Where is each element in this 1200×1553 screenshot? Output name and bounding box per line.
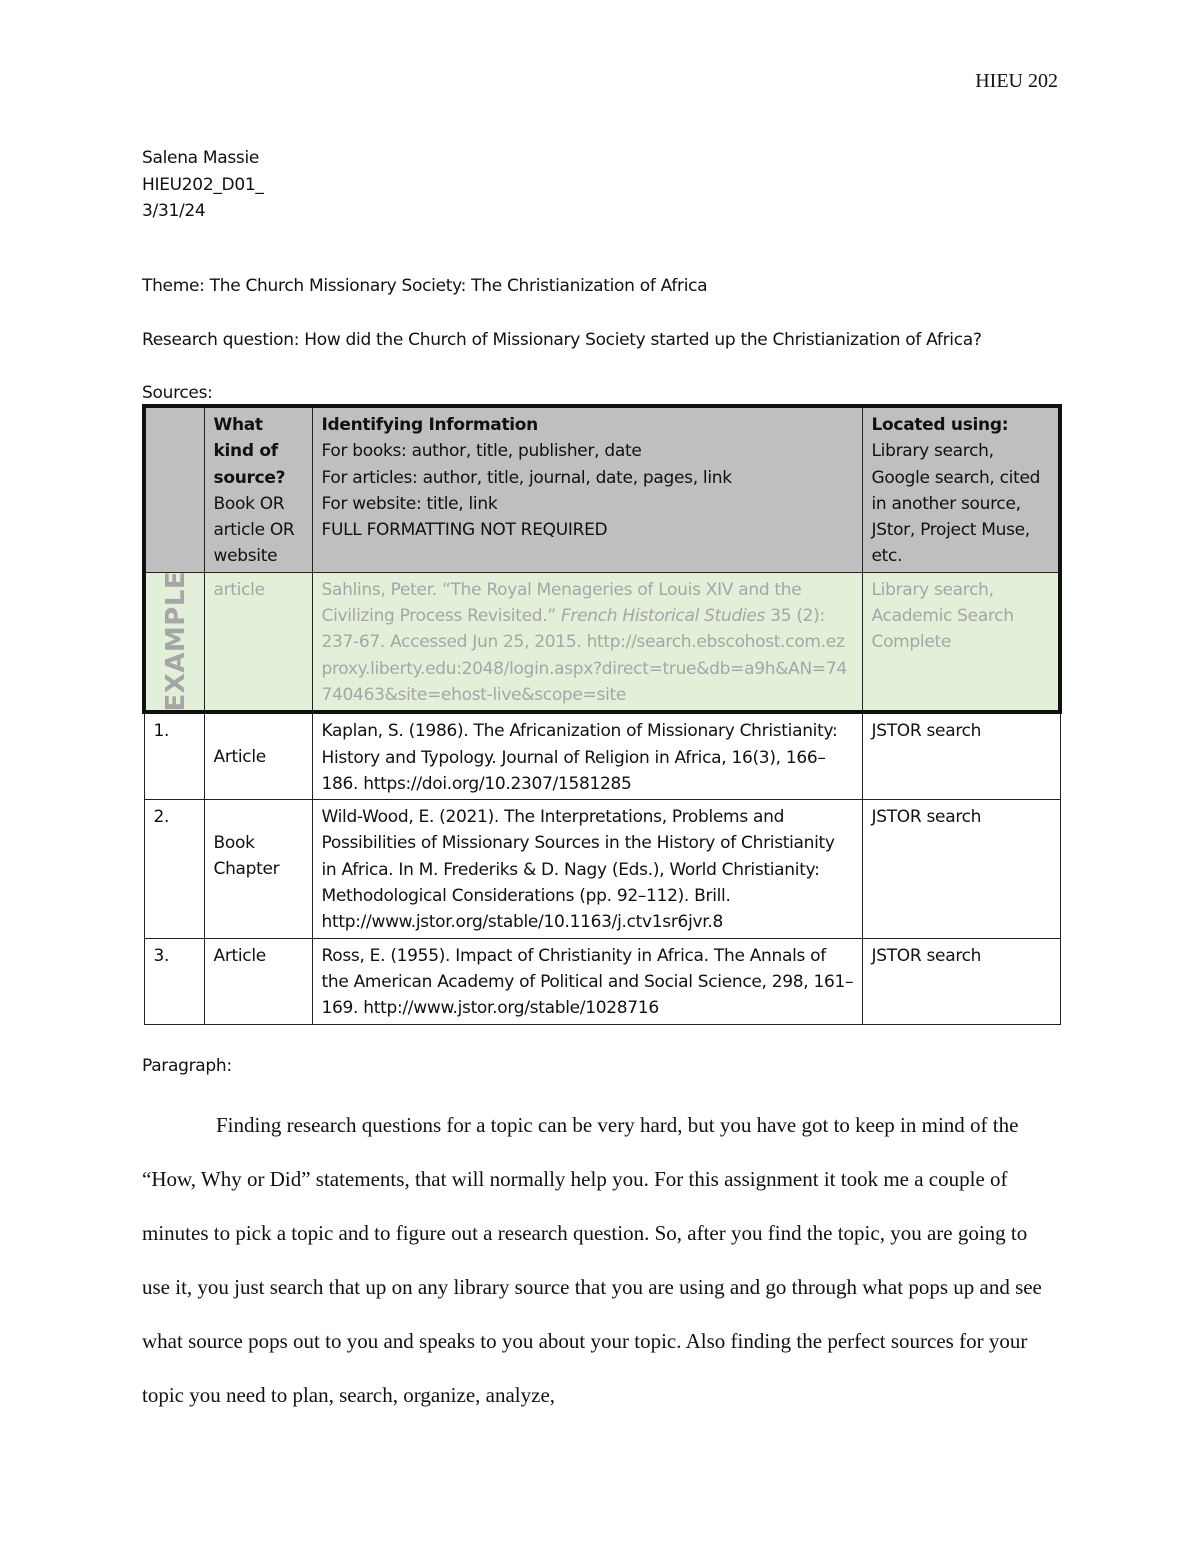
row-kind bbox=[204, 800, 312, 938]
header-info-line: FULL FORMATTING NOT REQUIRED bbox=[321, 520, 608, 541]
course-code: HIEU202_D01_ bbox=[142, 174, 264, 195]
header-located-title: Located using: bbox=[871, 415, 1009, 435]
paragraph-body: Finding research questions for a topic can be very hard, but you have got to keep in mind of the “How, Why or Did” statements, that will normally help you. For this assignment it took me a couple of minutes to pick a topic and to figure out a research question. So, after you find the topic, you are going to use it, you just search that up on any library source that you are using and go through what pops up and see what source pops out to you and speaks to you about your topic. Also finding the perfect sources for your topic you need to plan, search, organize, analyze, bbox=[142, 1113, 1042, 1407]
paragraph-label: Paragraph: bbox=[142, 1056, 232, 1076]
theme-line: Theme: The Church Missionary Society: The Christianization of Africa bbox=[142, 276, 708, 296]
row-kind bbox=[204, 712, 312, 799]
example-citation-details: 35 (2): 237-67. Accessed Jun 25, 2015. bbox=[321, 606, 825, 653]
student-info bbox=[142, 145, 264, 225]
example-journal: French Historical Studies bbox=[560, 606, 766, 627]
header-kind-cell bbox=[204, 406, 312, 572]
row-number: 1. bbox=[144, 712, 204, 799]
table-row bbox=[144, 800, 1060, 938]
research-question: Research question: How did the Church of Missionary Society started up the Christianization of Africa? bbox=[142, 330, 982, 350]
header-info-line: For articles: author, title, journal, date, pages, link bbox=[321, 467, 732, 488]
row-info: Ross, E. (1955). Impact of Christianity in Africa. The Annals of the American Academy of Political and Social Science, 298, 161–169. http://www.jstor.org/stable/1028716 bbox=[312, 938, 862, 1024]
header-kind-sub: Book OR article OR website bbox=[213, 493, 295, 567]
row-number: 2. bbox=[144, 800, 204, 938]
row-info: Kaplan, S. (1986). The Africanization of Missionary Christianity: History and Typology. Journal of Religion in Africa, 16(3), 166–186. https://doi.org/10.2307/1581285 bbox=[312, 712, 862, 799]
row-located: JSTOR search bbox=[862, 800, 1060, 938]
row-kind-text: Article bbox=[213, 747, 266, 768]
header-info-cell bbox=[312, 406, 862, 572]
table-row bbox=[144, 712, 1060, 799]
header-info-title: Identifying Information bbox=[321, 415, 538, 435]
example-citation: Sahlins, Peter. “The Royal Menageries of Louis XIV and the Civilizing Process Revisited.” bbox=[321, 579, 802, 627]
header-kind-title: What kind of source? bbox=[213, 415, 286, 488]
example-label: EXAMPLE bbox=[160, 571, 191, 712]
row-info: Wild-Wood, E. (2021). The Interpretations, Problems and Possibilities of Missionary Sources in the History of Christianity in Africa. In M. Frederiks & D. Nagy (Eds.), World Christianity: Methodological Considerations (pp. 92–112). Brill. http://www.jstor.org/stable/10.1163/j.ctv1sr6jvr.8 bbox=[312, 800, 862, 938]
sources-table bbox=[142, 404, 1062, 1025]
row-number: 3. bbox=[144, 938, 204, 1024]
student-name: Salena Massie bbox=[142, 148, 260, 168]
table-header-row bbox=[144, 406, 1060, 572]
example-url: http://search.ebscohost.com.ezproxy.liberty.edu:2048/login.aspx?direct=true&db=a9h&AN=74740463&site=ehost-live&scope=site bbox=[321, 632, 847, 705]
header-info-line: For website: title, link bbox=[321, 493, 498, 514]
row-kind-text: Book Chapter bbox=[213, 833, 280, 880]
row-kind: Article bbox=[204, 938, 312, 1024]
header-located-sub: Library search, Google search, cited in another source, JStor, Project Muse, etc. bbox=[871, 441, 1041, 567]
submission-date: 3/31/24 bbox=[142, 201, 206, 221]
sources-label: Sources: bbox=[142, 383, 213, 403]
example-row bbox=[144, 572, 1060, 712]
table-row bbox=[144, 938, 1060, 1024]
example-kind: article bbox=[204, 572, 312, 712]
row-located: JSTOR search bbox=[862, 712, 1060, 799]
example-info bbox=[312, 572, 862, 712]
header-num-cell bbox=[144, 406, 204, 572]
row-located: JSTOR search bbox=[862, 938, 1060, 1024]
header-info-line: For books: author, title, publisher, date bbox=[321, 441, 642, 462]
example-label-cell bbox=[144, 572, 204, 712]
running-head: HIEU 202 bbox=[975, 70, 1058, 92]
header-located-cell bbox=[862, 406, 1060, 572]
example-located: Library search, Academic Search Complete bbox=[862, 572, 1060, 712]
